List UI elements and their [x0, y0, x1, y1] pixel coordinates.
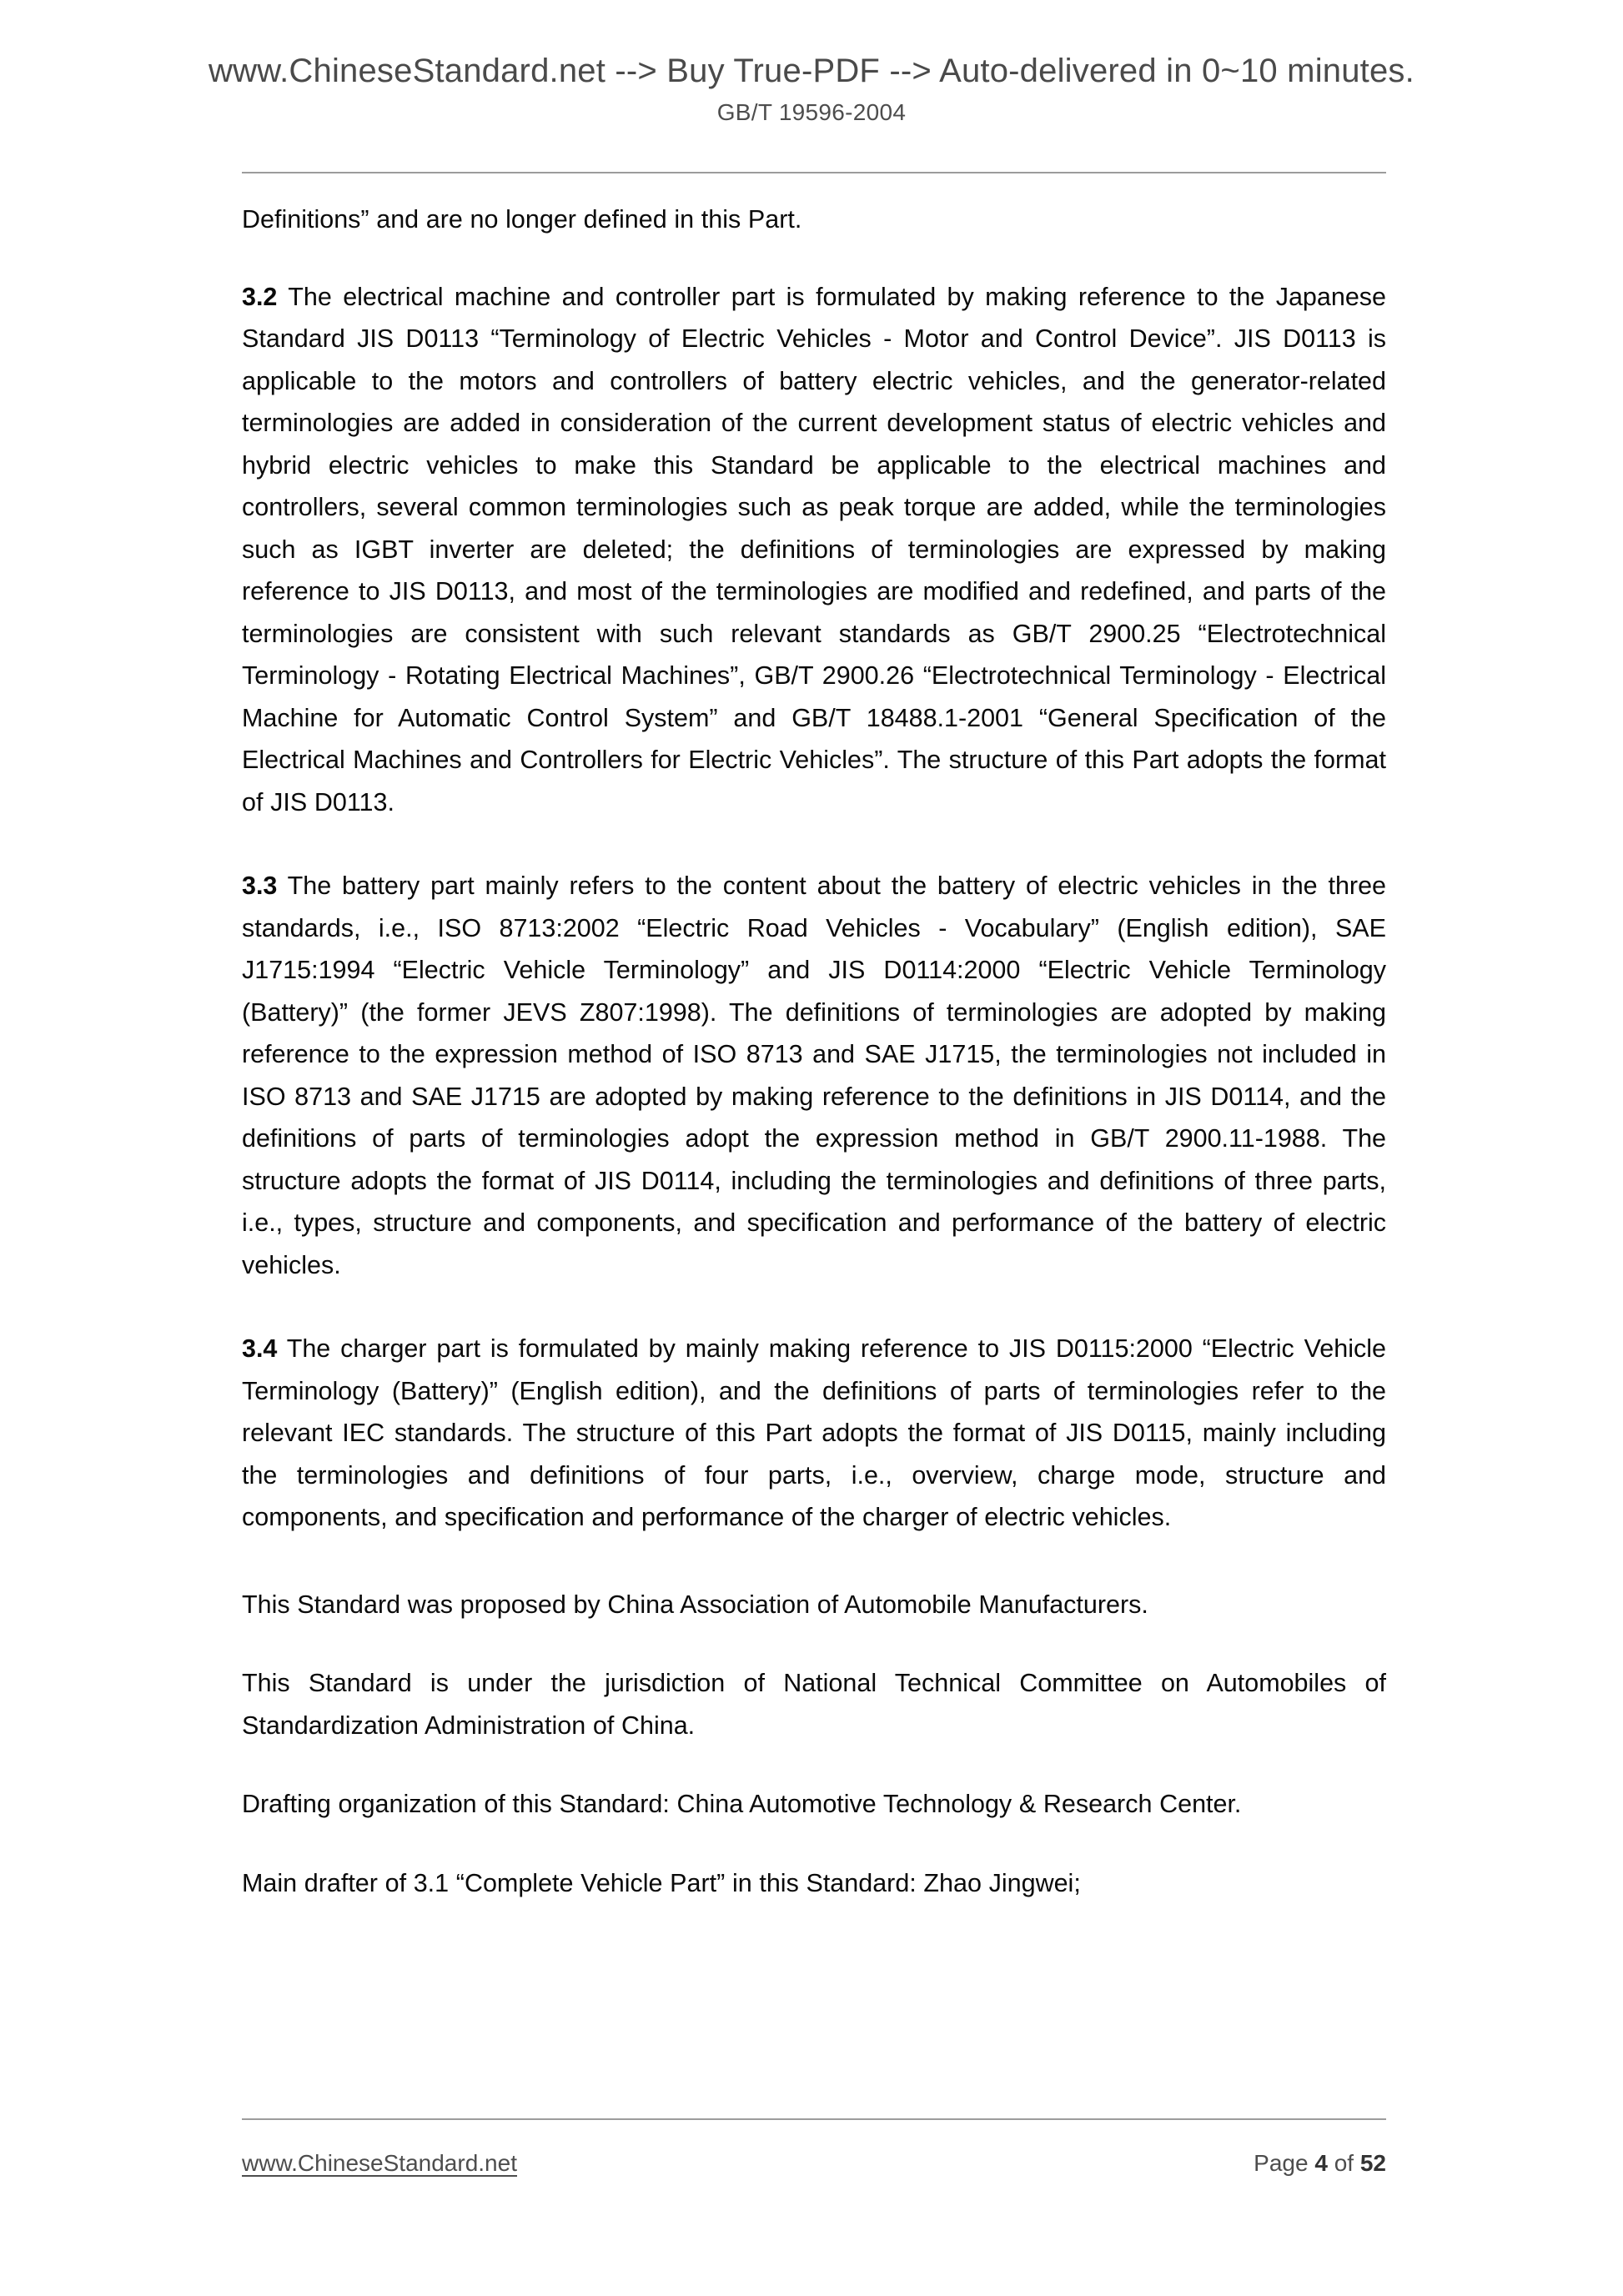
page-number-indicator	[1254, 2150, 1386, 2177]
header-divider	[242, 172, 1386, 173]
footer-site-link[interactable]: www.ChineseStandard.net	[242, 2150, 517, 2176]
clause-number-3-4: 3.4	[242, 1334, 278, 1363]
paragraph-drafting-organization	[242, 1783, 1386, 1826]
paragraph-main-drafter	[242, 1862, 1386, 1905]
paragraph-intro-continuation	[242, 198, 1386, 241]
paragraph-text: Main drafter of 3.1 “Complete Vehicle Part” in this Standard: Zhao Jingwei;	[242, 1868, 1081, 1897]
paragraph-text: The battery part mainly refers to the content about the battery of electric vehicles in the three standards, i.e., ISO 8713:2002 “Electric Road Vehicles - Vocabulary” (English edition), SAE J1715:1994 “Electric Vehicle Terminology” and JIS D0114:2000 “Electric Vehicle Terminology (Battery)” (the former JEVS Z807:1998). The definitions of terminologies are adopted by making reference to the expression method of ISO 8713 and SAE J1715, the terminologies not included in ISO 8713 and SAE J1715 are adopted by making reference to the definitions in JIS D0114, and the definitions of parts of terminologies adopt the expression method in GB/T 2900.11-1988. The structure adopts the format of JIS D0114, including the terminologies and definitions of three parts, i.e., types, structure and components, and specification and performance of the battery of electric vehicles.	[242, 872, 1386, 1279]
paragraph-text: Drafting organization of this Standard: China Automotive Technology & Research Center.	[242, 1790, 1242, 1818]
paragraph-text: Definitions” and are no longer defined in this Part.	[242, 205, 802, 234]
clause-number-3-2: 3.2	[242, 282, 278, 311]
footer-divider	[242, 2118, 1386, 2120]
clause-number-3-3: 3.3	[242, 872, 278, 900]
paragraph-clause-3-3	[242, 865, 1386, 1286]
page-current: 4	[1314, 2150, 1328, 2176]
page-of-label: of	[1334, 2150, 1354, 2176]
page-total: 52	[1359, 2150, 1386, 2176]
paragraph-clause-3-4	[242, 1328, 1386, 1539]
page-header	[0, 50, 1623, 127]
page-footer	[242, 2150, 1386, 2177]
paragraph-proposed-by	[242, 1584, 1386, 1626]
paragraph-text: This Standard was proposed by China Association of Automobile Manufacturers.	[242, 1590, 1148, 1619]
standard-number: GB/T 19596-2004	[716, 99, 907, 125]
paragraph-text: The electrical machine and controller part is formulated by making reference to the Japanese Standard JIS D0113 “Terminology of Electric Vehicles - Motor and Control Device”. JIS D0113 is applicable to the motors and controllers of battery electric vehicles, and the generator-related terminologies are added in consideration of the current development status of electric vehicles and hybrid electric vehicles to make this Standard be applicable to the electrical machines and controllers, several common terminologies such as peak torque are added, while the terminologies such as IGBT inverter are deleted; the definitions of terminologies are expressed by making reference to JIS D0113, and most of the terminologies are modified and redefined, and parts of the terminologies are consistent with such relevant standards as GB/T 2900.25 “Electrotechnical Terminology - Rotating Electrical Machines”, GB/T 2900.26 “Electrotechnical Terminology - Electrical Machine for Automatic Control System” and GB/T 18488.1-2001 “General Specification of the Electrical Machines and Controllers for Electric Vehicles”. The structure of this Part adopts the format of JIS D0113.	[242, 282, 1386, 816]
watermark-promo-text: www.ChineseStandard.net --> Buy True-PDF --> Auto-delivered in 0~10 minutes.	[209, 53, 1414, 89]
paragraph-clause-3-2	[242, 276, 1386, 824]
paragraph-text: The charger part is formulated by mainly making reference to JIS D0115:2000 “Electric Vehicle Terminology (Battery)” (English edition), and the definitions of parts of terminologies refer to the relevant IEC standards. The structure of this Part adopts the format of JIS D0115, mainly including the terminologies and definitions of four parts, i.e., overview, charge mode, structure and components, and specification and performance of the charger of electric vehicles.	[242, 1334, 1386, 1531]
paragraph-text: This Standard is under the jurisdiction of National Technical Committee on Automobiles of Standardization Administration of China.	[242, 1669, 1386, 1740]
page-label: Page	[1254, 2150, 1309, 2176]
paragraph-jurisdiction	[242, 1662, 1386, 1746]
document-body	[242, 198, 1386, 1904]
